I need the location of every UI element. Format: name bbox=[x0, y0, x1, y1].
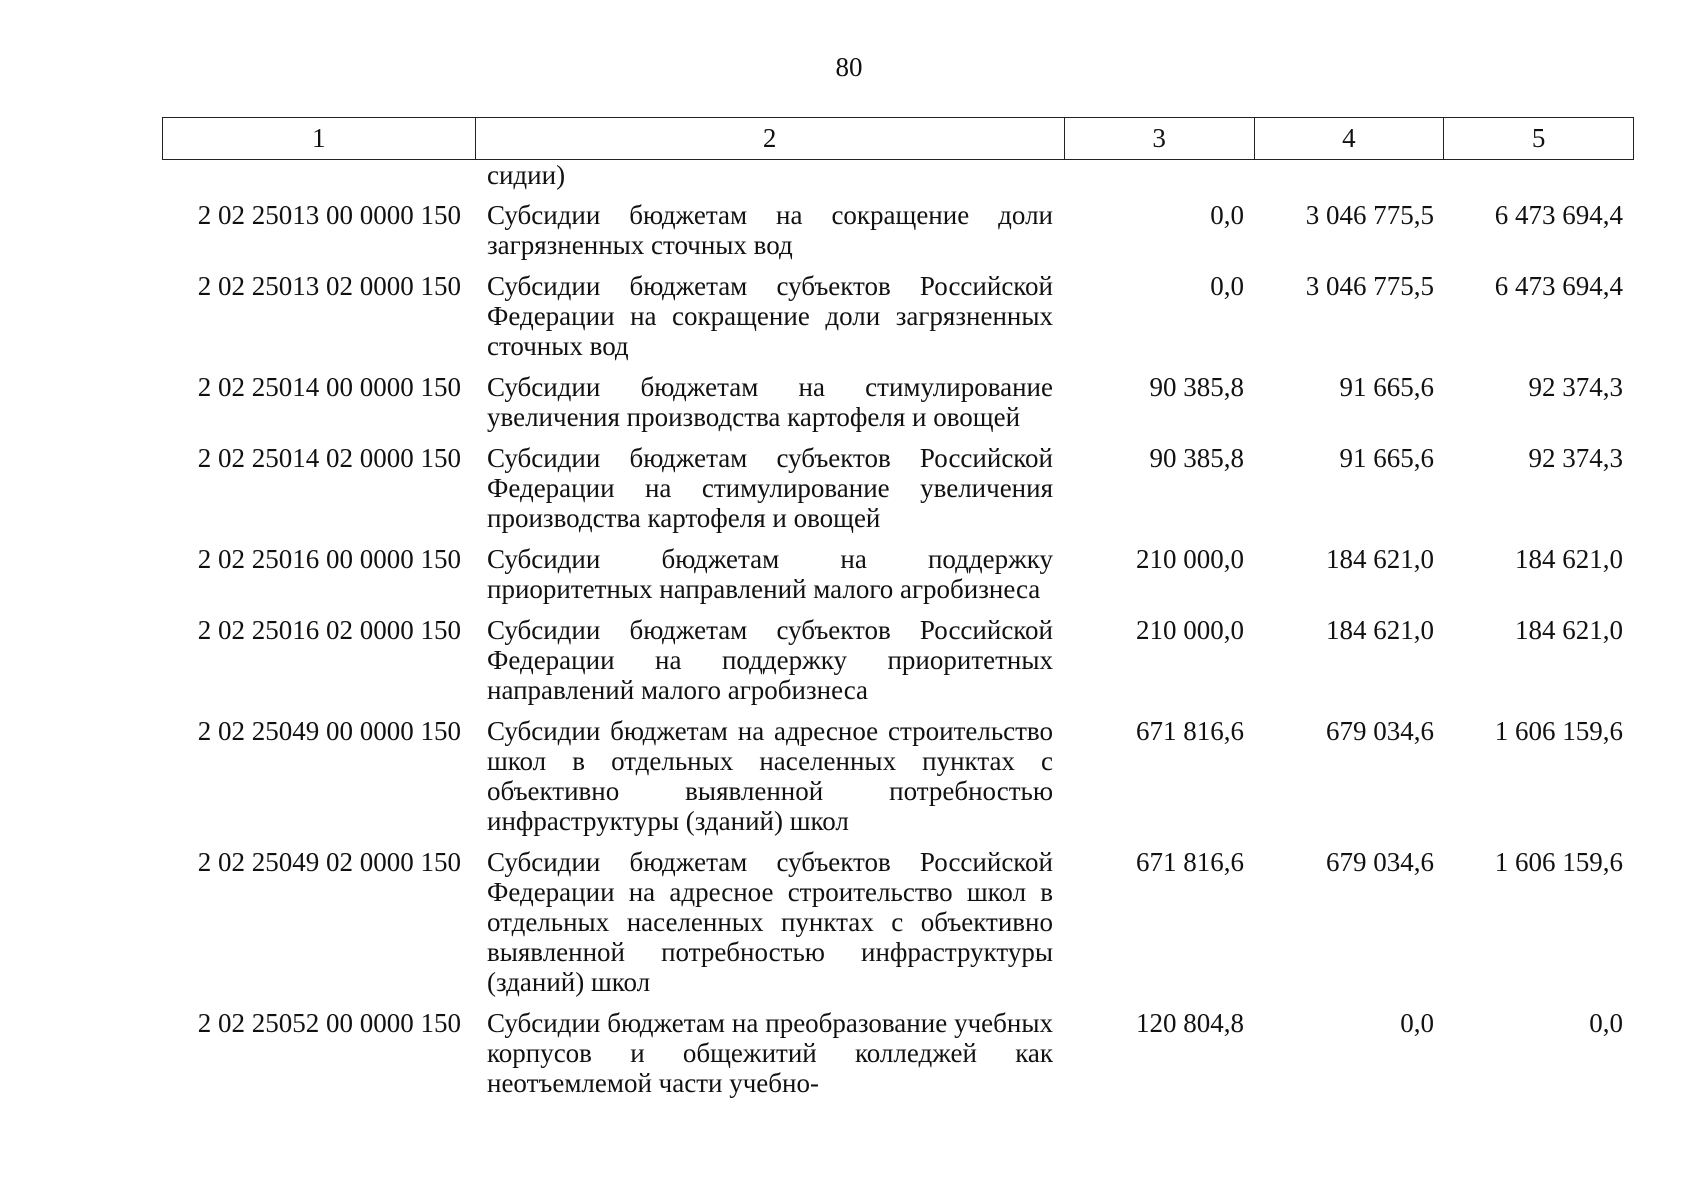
row-value-5: 0,0 bbox=[1589, 1008, 1623, 1038]
row-value-4: 679 034,6 bbox=[1326, 716, 1434, 746]
page-number: 80 bbox=[835, 52, 863, 82]
row-name: Субсидии бюджетам на стимулирование увеличения производства картофеля и овощей bbox=[487, 372, 1053, 432]
row-value-3: 90 385,8 bbox=[1149, 443, 1244, 473]
row-name: Субсидии бюджетам субъектов Российской Федерации на сокращение доли загрязненных сточных вод bbox=[487, 271, 1053, 361]
row-value-4: 91 665,6 bbox=[1339, 372, 1434, 402]
table-row bbox=[162, 544, 1634, 604]
row-code: 2 02 25016 00 0000 150 bbox=[197, 544, 461, 574]
row-code: 2 02 25049 02 0000 150 bbox=[197, 847, 461, 877]
row-value-5: 184 621,0 bbox=[1515, 615, 1623, 645]
row-name: Субсидии бюджетам субъектов Российской Федерации на стимулирование увеличения производства картофеля и овощей bbox=[487, 443, 1053, 533]
row-value-4: 679 034,6 bbox=[1326, 847, 1434, 877]
row-value-3: 0,0 bbox=[1210, 271, 1244, 301]
table-row bbox=[162, 443, 1634, 533]
row-value-5: 92 374,3 bbox=[1528, 443, 1623, 473]
row-value-4: 3 046 775,5 bbox=[1305, 271, 1434, 301]
row-value-3: 671 816,6 bbox=[1136, 716, 1244, 746]
table-row bbox=[162, 1008, 1634, 1098]
table-row bbox=[162, 615, 1634, 705]
table-row bbox=[162, 372, 1634, 432]
row-code: 2 02 25014 02 0000 150 bbox=[197, 443, 461, 473]
table-row bbox=[162, 847, 1634, 997]
row-code: 2 02 25016 02 0000 150 bbox=[197, 615, 461, 645]
continuation-row bbox=[162, 160, 1634, 190]
header-col-1: 1 bbox=[163, 118, 476, 159]
row-value-4: 184 621,0 bbox=[1326, 544, 1434, 574]
row-code: 2 02 25013 02 0000 150 bbox=[197, 271, 461, 301]
header-col-2: 2 bbox=[476, 118, 1065, 159]
row-name: Субсидии бюджетам на поддержку приоритетных направлений малого агробизнеса bbox=[487, 544, 1053, 604]
row-name: Субсидии бюджетам на преобразование учебных корпусов и общежитий колледжей как неотъемлемой части учебно- bbox=[487, 1008, 1053, 1098]
row-value-4: 184 621,0 bbox=[1326, 615, 1434, 645]
continuation-text: сидии) bbox=[487, 160, 566, 190]
header-col-3: 3 bbox=[1065, 118, 1255, 159]
row-code: 2 02 25052 00 0000 150 bbox=[197, 1008, 461, 1038]
table-header bbox=[162, 117, 1634, 160]
header-col-4: 4 bbox=[1255, 118, 1445, 159]
row-code: 2 02 25049 00 0000 150 bbox=[197, 716, 461, 746]
row-name: Субсидии бюджетам субъектов Российской Федерации на поддержку приоритетных направлений малого агробизнеса bbox=[487, 615, 1053, 705]
row-value-5: 92 374,3 bbox=[1528, 372, 1623, 402]
table-row bbox=[162, 716, 1634, 836]
table-row bbox=[162, 200, 1634, 260]
row-value-5: 6 473 694,4 bbox=[1494, 271, 1623, 301]
row-value-4: 91 665,6 bbox=[1339, 443, 1434, 473]
row-value-3: 671 816,6 bbox=[1136, 847, 1244, 877]
row-value-3: 120 804,8 bbox=[1136, 1008, 1244, 1038]
row-code: 2 02 25013 00 0000 150 bbox=[197, 200, 461, 230]
row-value-5: 184 621,0 bbox=[1515, 544, 1623, 574]
row-value-3: 0,0 bbox=[1210, 200, 1244, 230]
row-value-3: 90 385,8 bbox=[1149, 372, 1244, 402]
row-value-5: 6 473 694,4 bbox=[1494, 200, 1623, 230]
header-col-5: 5 bbox=[1531, 123, 1546, 153]
row-code: 2 02 25014 00 0000 150 bbox=[197, 372, 461, 402]
row-value-5: 1 606 159,6 bbox=[1494, 847, 1623, 877]
row-value-3: 210 000,0 bbox=[1136, 544, 1244, 574]
row-name: Субсидии бюджетам субъектов Российской Федерации на адресное строительство школ в отдельных населенных пунктах с объективно выявленной потребностью инфраструктуры (зданий) школ bbox=[487, 847, 1053, 997]
row-name: Субсидии бюджетам на сокращение доли загрязненных сточных вод bbox=[487, 200, 1053, 260]
row-value-3: 210 000,0 bbox=[1136, 615, 1244, 645]
row-name: Субсидии бюджетам на адресное строительство школ в отдельных населенных пунктах с объективно выявленной потребностью инфраструктуры (зданий) школ bbox=[487, 716, 1053, 836]
row-value-4: 0,0 bbox=[1400, 1008, 1434, 1038]
table-row bbox=[162, 271, 1634, 361]
row-value-5: 1 606 159,6 bbox=[1494, 716, 1623, 746]
table-body bbox=[162, 160, 1634, 1109]
row-value-4: 3 046 775,5 bbox=[1305, 200, 1434, 230]
